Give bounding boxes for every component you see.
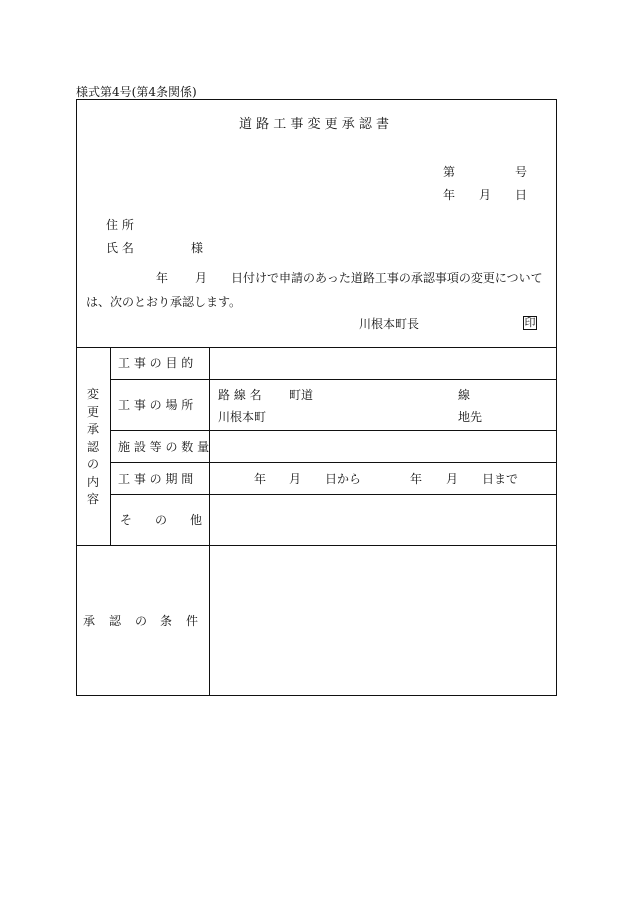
section-label-char: 変 — [86, 387, 99, 401]
purpose-label: 工 事 の 目 的 — [118, 356, 194, 370]
doc-number-suffix: 号 — [515, 165, 528, 179]
conditions-label-char: 条 — [160, 614, 173, 628]
row-divider — [110, 379, 557, 380]
period-label: 工 事 の 期 間 — [118, 472, 194, 486]
date-day: 日 — [515, 188, 528, 202]
route-type: 町道 — [289, 388, 314, 402]
form-number: 様式第4号(第4条関係) — [76, 85, 197, 99]
period-start-year: 年 — [254, 472, 267, 486]
section-label-char: 内 — [86, 474, 99, 489]
location-label: 工 事 の 場 所 — [118, 398, 194, 412]
period-end-day: 日まで — [482, 472, 519, 486]
period-start-month: 月 — [289, 472, 302, 486]
other-label-char: そ — [120, 513, 133, 527]
place-suffix: 地先 — [458, 410, 483, 424]
section-label-char: 承 — [86, 422, 99, 436]
seal-stamp: 印 — [524, 316, 536, 329]
row-divider — [110, 462, 557, 463]
issuer: 川根本町長 — [359, 317, 420, 331]
body-line-1: 日付けで申請のあった道路工事の承認事項の変更について — [231, 271, 543, 285]
date-year: 年 — [443, 188, 456, 202]
section-divider-bottom — [76, 545, 557, 546]
period-end-year: 年 — [410, 472, 423, 486]
period-start-day: 日から — [325, 472, 362, 486]
facilities-label: 施 設 等 の 数 量 — [118, 440, 210, 454]
date-month: 月 — [479, 188, 492, 202]
body-year: 年 — [156, 271, 169, 285]
document-title: 道 路 工 事 変 更 承 認 書 — [239, 117, 390, 132]
conditions-label-char: 件 — [186, 614, 199, 628]
body-line-2: は、次のとおり承認します。 — [86, 295, 242, 309]
doc-number-prefix: 第 — [443, 165, 456, 179]
town-name: 川根本町 — [218, 410, 267, 424]
route-name-label: 路 線 名 — [218, 388, 262, 402]
period-end-month: 月 — [446, 472, 459, 486]
row-divider — [110, 494, 557, 495]
section-label-change-content — [86, 386, 100, 509]
section-label-char: 容 — [86, 492, 99, 506]
column-divider-value — [209, 347, 210, 696]
conditions-label-char: の — [135, 614, 148, 628]
row-divider — [110, 430, 557, 431]
column-divider-label — [110, 347, 111, 545]
section-label-char: 更 — [86, 404, 99, 419]
section-label-char: の — [86, 457, 99, 471]
conditions-label-char: 認 — [109, 614, 122, 628]
conditions-label-char: 承 — [83, 614, 96, 628]
section-divider-top — [76, 347, 557, 348]
name-label: 氏 名 — [106, 241, 134, 255]
section-label-char: 認 — [86, 439, 99, 454]
other-label-char: 他 — [190, 513, 203, 527]
other-label-char: の — [155, 513, 168, 527]
route-line-suffix: 線 — [458, 388, 471, 402]
address-label: 住 所 — [106, 218, 134, 232]
honorific: 様 — [191, 241, 204, 255]
body-month: 月 — [195, 271, 208, 285]
